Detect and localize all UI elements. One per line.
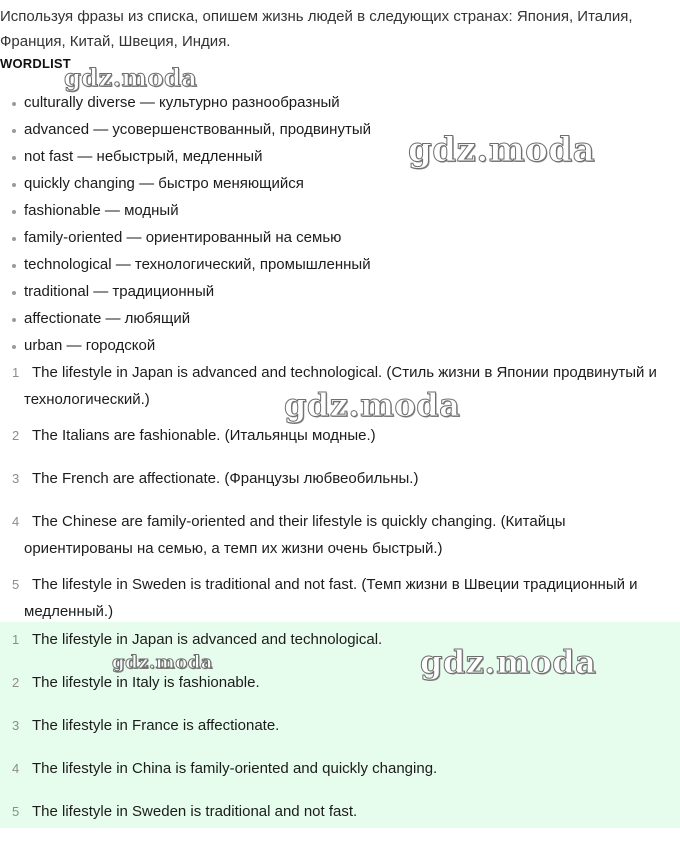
answer-text: The lifestyle in China is family-oriented and quickly changing. <box>32 760 438 777</box>
answer-number: 2 <box>12 675 20 690</box>
wordlist-item: technological — технологический, промышленный <box>0 251 371 278</box>
answer-text: The French are affectionate. (Французы любвеобильны.) <box>32 470 419 487</box>
answer-number: 4 <box>12 514 20 529</box>
answer-item <box>0 798 660 825</box>
answer-text: The lifestyle in France is affectionate. <box>32 717 280 734</box>
answer-text: The Chinese are family-oriented and their lifestyle is quickly changing. (Китайцы ориентированы на семью, а темп их жизни очень быстрый.) <box>24 513 566 557</box>
answer-item <box>0 571 660 625</box>
answer-item <box>0 422 660 449</box>
answer-number: 3 <box>12 471 20 486</box>
wordlist-item: affectionate — любящий <box>0 305 371 332</box>
answer-number: 4 <box>12 761 20 776</box>
watermark: gdz.moda <box>420 643 597 681</box>
wordlist <box>0 89 371 359</box>
answer-item <box>0 755 660 782</box>
watermark: gdz.moda <box>408 130 596 170</box>
wordlist-item: advanced — усовершенствованный, продвинутый <box>0 116 371 143</box>
answer-item <box>0 712 660 739</box>
wordlist-item: quickly changing — быстро меняющийся <box>0 170 371 197</box>
answer-text: The lifestyle in Japan is advanced and technological. <box>32 631 383 648</box>
watermark: gdz.moda <box>284 386 461 424</box>
answer-number: 3 <box>12 718 20 733</box>
answer-text: The lifestyle in Sweden is traditional and not fast. (Темп жизни в Швеции традиционный и медленный.) <box>24 576 638 620</box>
answer-number: 1 <box>12 365 20 380</box>
answer-text: The lifestyle in Sweden is traditional and not fast. <box>32 803 358 820</box>
wordlist-item: family-oriented — ориентированный на семью <box>0 224 371 251</box>
answer-number: 5 <box>12 577 20 592</box>
watermark: gdz.moda <box>64 63 198 92</box>
wordlist-item: traditional — традиционный <box>0 278 371 305</box>
answer-number: 5 <box>12 804 20 819</box>
intro-text: Используя фразы из списка, опишем жизнь людей в следующих странах: Япония, Италия, Франция, Китай, Швеция, Индия. <box>0 8 633 50</box>
answer-text: The lifestyle in Japan is advanced and technological. (Стиль жизни в Японии продвинутый и технологический.) <box>24 364 657 408</box>
wordlist-item: urban — городской <box>0 332 371 359</box>
answer-item <box>0 508 660 562</box>
answer-text: The Italians are fashionable. (Итальянцы модные.) <box>32 427 376 444</box>
answer-item <box>0 465 660 492</box>
wordlist-heading: WORDLIST <box>0 56 71 71</box>
answer-number: 2 <box>12 428 20 443</box>
answer-number: 1 <box>12 632 20 647</box>
wordlist-item: fashionable — модный <box>0 197 371 224</box>
wordlist-item: not fast — небыстрый, медленный <box>0 143 371 170</box>
watermark: gdz.moda <box>112 652 213 673</box>
answer-text: The lifestyle in Italy is fashionable. <box>32 674 260 691</box>
wordlist-item: culturally diverse — культурно разнообразный <box>0 89 371 116</box>
